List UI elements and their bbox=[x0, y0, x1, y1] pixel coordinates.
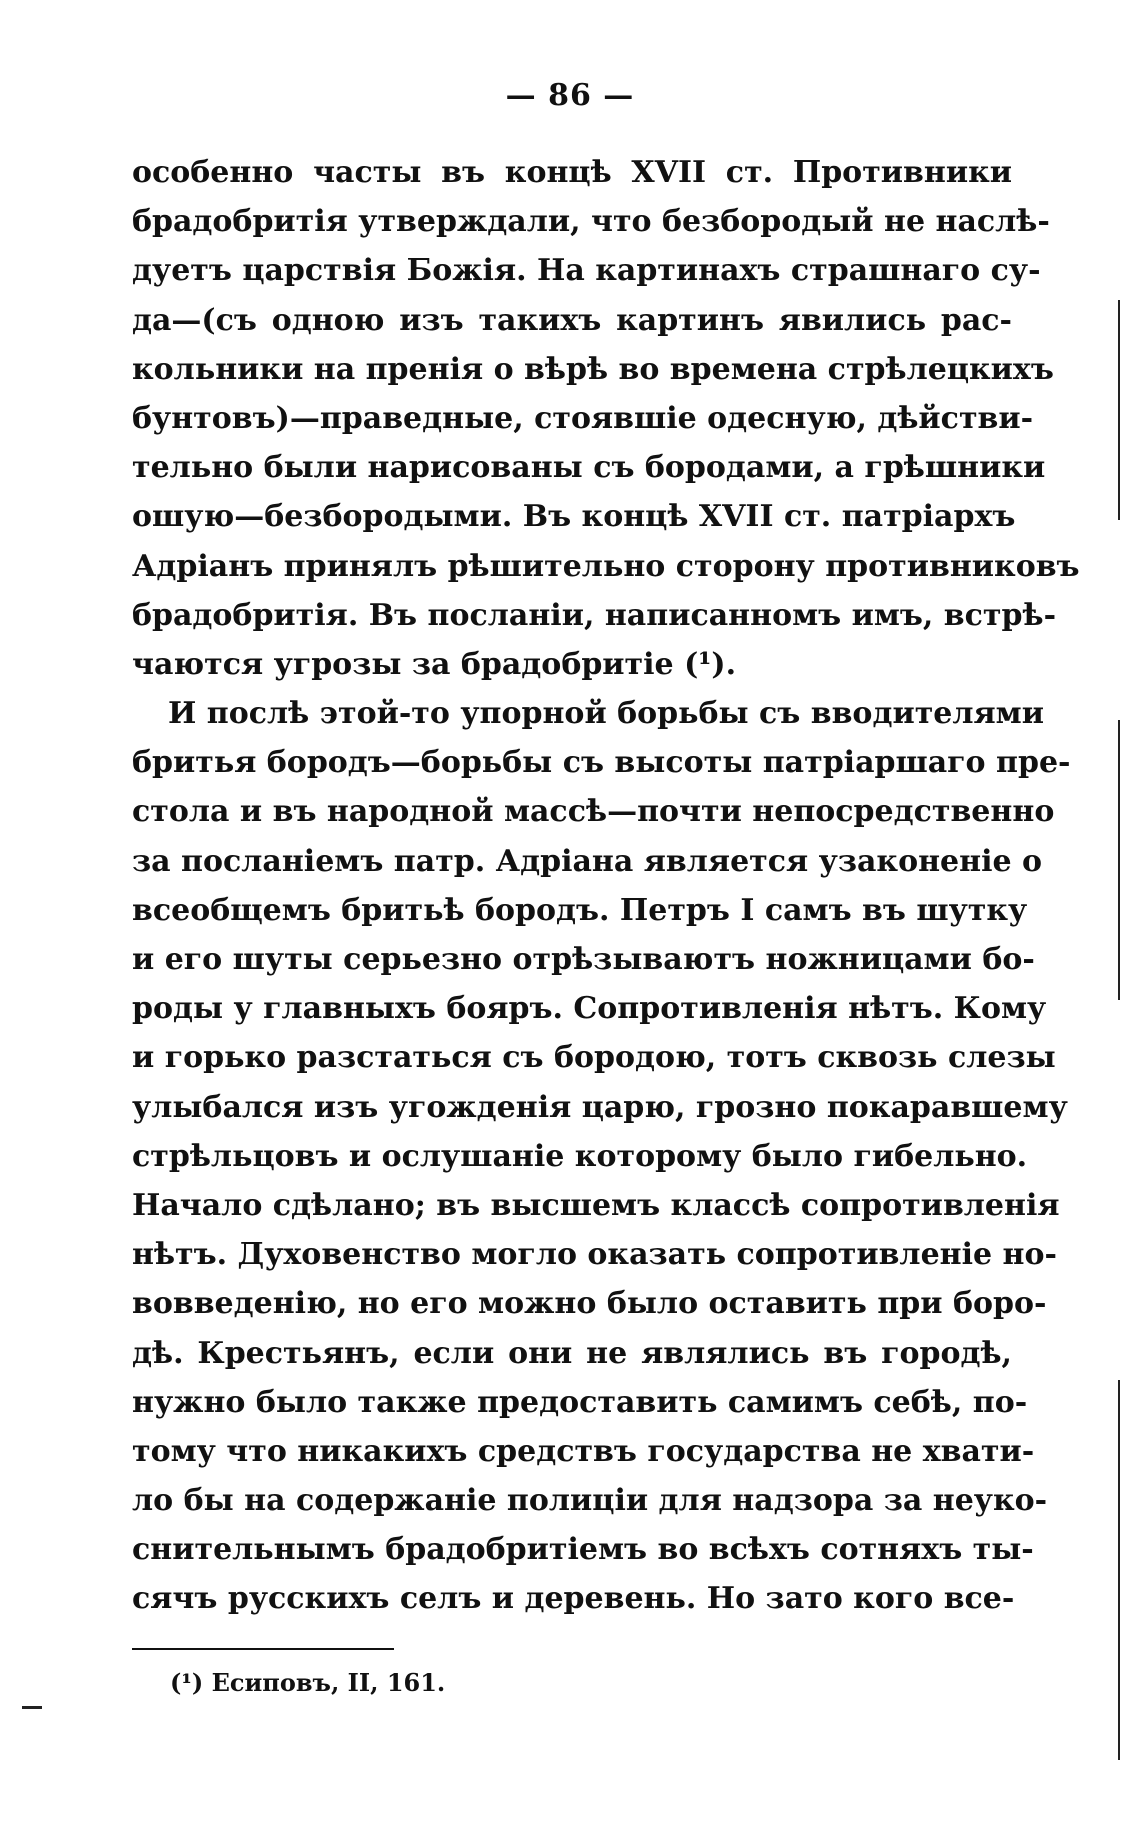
text-line: стола и въ народной массѣ—почти непосредственно bbox=[132, 794, 1055, 830]
text-line: дуетъ царствія Божія. На картинахъ страшнаго су- bbox=[132, 253, 1041, 289]
scan-edge-shadow bbox=[1118, 300, 1120, 520]
text-line: да—(съ одною изъ такихъ картинъ явились рас- bbox=[132, 302, 1012, 338]
text-line: особенно часты въ концѣ XVII ст. Противники bbox=[132, 155, 1012, 190]
text-line: вовведенію, но его можно было оставить при боро- bbox=[132, 1286, 1047, 1322]
text-line: и его шуты серьезно отрѣзываютъ ножницами бо- bbox=[132, 942, 1035, 977]
text-line: Начало сдѣлано; въ высшемъ классѣ сопротивленія bbox=[132, 1187, 1060, 1223]
text-line: бунтовъ)—праведные, стоявшіе одесную, дѣйстви- bbox=[132, 400, 1034, 436]
scan-edge-shadow bbox=[1118, 720, 1120, 1000]
text-line: нѣтъ. Духовенство могло оказать сопротивленіе но- bbox=[132, 1237, 1057, 1273]
text-line: сячъ русскихъ селъ и деревень. Но зато кого все- bbox=[132, 1581, 1015, 1617]
text-line: ошую—безбородыми. Въ концѣ XVII ст. патріархъ bbox=[132, 499, 1016, 535]
text-line: Адріанъ принялъ рѣшительно сторону противниковъ bbox=[132, 548, 1080, 584]
text-line: тому что никакихъ средствъ государства не хвати- bbox=[132, 1433, 1035, 1469]
text-line: бритья бородъ—борьбы съ высоты патріаршаго пре- bbox=[132, 745, 1071, 781]
text-line: стрѣльцовъ и ослушаніе которому было гибельно. bbox=[132, 1138, 1028, 1174]
text-line: дѣ. Крестьянъ, если они не являлись въ городѣ, bbox=[132, 1335, 1012, 1371]
text-line: тельно были нарисованы съ бородами, а грѣшники bbox=[132, 450, 1046, 486]
text-line: и горько разстаться съ бородою, тотъ сквозь слезы bbox=[132, 1040, 1056, 1076]
text-line: брадобритія утверждали, что безбородый не наслѣ- bbox=[132, 204, 1050, 240]
text-line: роды у главныхъ бояръ. Сопротивленія нѣтъ. Кому bbox=[132, 991, 1047, 1027]
page-number: — 86 — bbox=[505, 78, 635, 113]
footnote-divider bbox=[132, 1648, 394, 1650]
text-line: за посланіемъ патр. Адріана является узаконеніе о bbox=[132, 843, 1043, 879]
text-line: ло бы на содержаніе полиціи для надзора за неуко- bbox=[132, 1483, 1048, 1519]
text-line: снительнымъ брадобритіемъ во всѣхъ сотняхъ ты- bbox=[132, 1532, 1034, 1568]
text-line: брадобритія. Въ посланіи, написанномъ имъ, встрѣ- bbox=[132, 597, 1057, 633]
text-line: всеобщемъ бритьѣ бородъ. Петръ I самъ въ шутку bbox=[132, 892, 1028, 928]
text-line: нужно было также предоставить самимъ себѣ, по- bbox=[132, 1384, 1028, 1420]
text-line: кольники на пренія о вѣрѣ во времена стрѣлецкихъ bbox=[132, 351, 1054, 387]
text-line: И послѣ этой-то упорной борьбы съ вводителями bbox=[168, 696, 1044, 732]
footnote: (¹) Есиповъ, II, 161. bbox=[170, 1668, 446, 1697]
text-line: улыбался изъ угожденія царю, грозно покаравшему bbox=[132, 1089, 1068, 1125]
body-text bbox=[132, 148, 1080, 1624]
scan-mark bbox=[22, 1706, 42, 1709]
text-line: чаются угрозы за брадобритіе (¹). bbox=[132, 646, 737, 682]
scan-edge-shadow bbox=[1118, 1380, 1120, 1760]
